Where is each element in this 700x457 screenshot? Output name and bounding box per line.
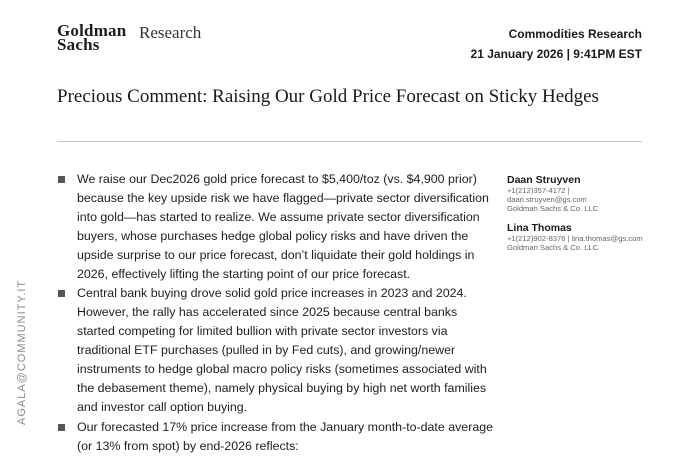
author-card	[507, 222, 657, 252]
goldman-sachs-logo	[57, 21, 127, 54]
category-label: Commodities Research	[508, 27, 642, 41]
author-firm: Goldman Sachs & Co. LLC	[507, 243, 599, 252]
watermark-text: AGALA@COMMUNITY.IT	[16, 279, 28, 425]
summary-bullets	[57, 170, 497, 457]
page-title: Precious Comment: Raising Our Gold Price Forecast on Sticky Hedges	[57, 86, 599, 107]
author-name: Lina Thomas	[507, 222, 572, 234]
bullet-item: We raise our Dec2026 gold price forecast to $5,400/toz (vs. $4,900 prior) because the key upside risk we have flagged—private sector diversification into gold—has started to realize. We assume private sector diversification buyers, whose purchases hedge global policy risks and have driven the upside surprise to our price forecast, don’t liquidate their gold holdings in 2026, effectively lifting the starting point of our price forecast.	[57, 170, 497, 283]
bullet-item: Our forecasted 17% price increase from the January month-to-date average (or 13% from spot) by end-2026 reflects:	[57, 418, 497, 456]
bullet-item: Central bank buying drove solid gold price increases in 2023 and 2024. However, the rally has accelerated since 2025 because central banks started competing for limited bullion with private sector investors via traditional ETF purchases (pulled in by Fed cuts), and growing/newer instruments to hedge global macro policy risks (sometimes associated with the debasement theme), namely physical buying by high net worth families and investor call option buying.	[57, 284, 497, 416]
author-sidebar	[507, 174, 657, 261]
author-firm: Goldman Sachs & Co. LLC	[507, 204, 599, 213]
logo-line-1: Goldman	[57, 21, 127, 40]
header-meta	[471, 24, 642, 64]
author-email[interactable]: daan.struyven@gs.com	[507, 195, 587, 204]
author-phone: +1(212)357-4172 |	[507, 186, 570, 195]
author-card	[507, 174, 657, 213]
research-label: Research	[139, 23, 202, 42]
logo-line-2: Sachs	[57, 35, 100, 54]
author-phone-email[interactable]: +1(212)902-8376 | lina.thomas@gs.com	[507, 234, 643, 243]
publish-datetime: 21 January 2026 | 9:41PM EST	[470, 47, 642, 61]
title-divider	[57, 141, 642, 142]
author-name: Daan Struyven	[507, 174, 581, 186]
